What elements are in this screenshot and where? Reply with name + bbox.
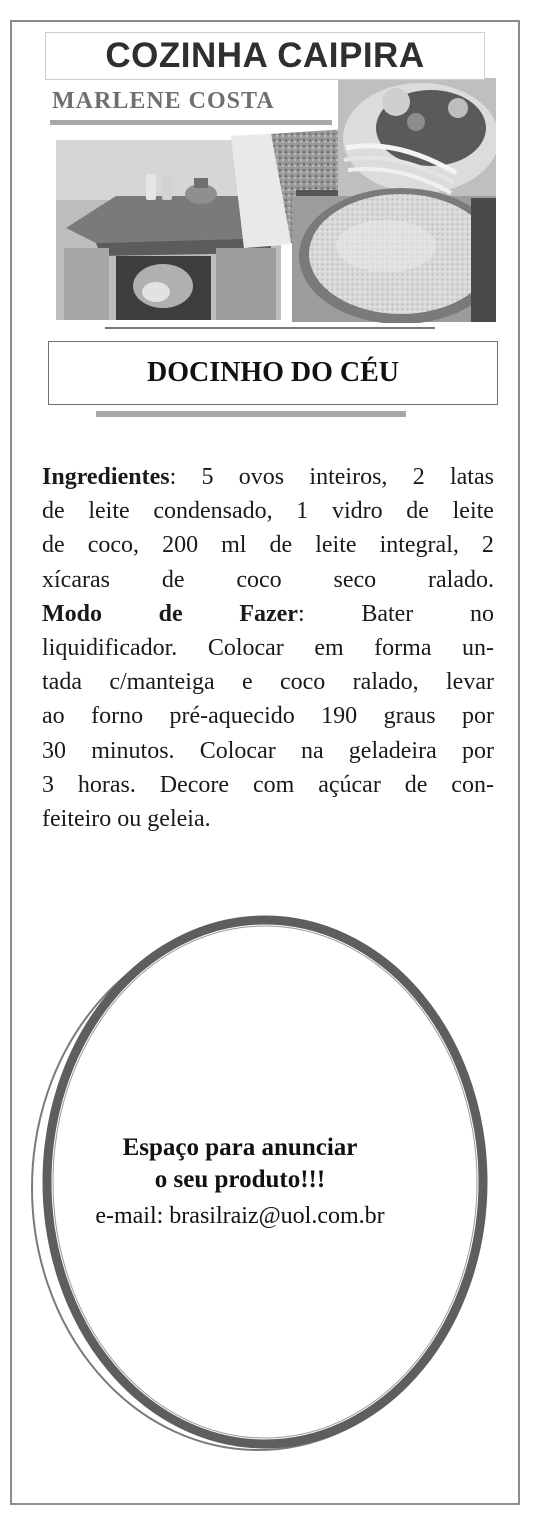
recipe-line: [42, 802, 494, 836]
recipe-word: geladeira: [348, 737, 437, 764]
recipe-line: [42, 460, 494, 494]
recipe-word: coco: [236, 566, 282, 593]
recipe-word: Decore: [159, 771, 230, 798]
recipe-word: graus: [383, 703, 436, 730]
recipe-word: 1: [296, 498, 309, 525]
recipe-word: con-: [451, 771, 494, 798]
recipe-word: geleia.: [147, 805, 211, 832]
recipe-label: Ingredientes: [42, 464, 170, 490]
recipe-word: liquidificador.: [42, 634, 178, 661]
recipe-word: açúcar: [318, 771, 381, 798]
food-plate-photo: [338, 78, 496, 198]
recipe-word: c/manteiga: [109, 669, 215, 696]
recipe-label: Fazer: [239, 600, 298, 627]
brand-title-box: [45, 32, 485, 80]
recipe-word: integral,: [379, 532, 459, 559]
recipe-word: forma: [374, 634, 432, 661]
brand-title: COZINHA CAIPIRA: [105, 36, 425, 75]
recipe-word: 2: [412, 464, 425, 490]
ad-headline-line2: o seu produto!!!: [154, 1166, 326, 1193]
recipe-word: ml: [221, 532, 247, 559]
recipe-word: de: [42, 498, 65, 525]
recipe-word: pré-aquecido: [169, 703, 295, 730]
recipe-word: Ingredientes:: [42, 464, 177, 490]
recipe-word: levar: [446, 669, 494, 696]
recipe-word: ralado,: [352, 669, 419, 696]
recipe-word: de: [406, 498, 429, 525]
recipe-word: 5: [201, 464, 214, 490]
recipe-title-box: [48, 341, 498, 405]
recipe-word: Fazer:: [239, 600, 305, 627]
recipe-word: tada: [42, 669, 82, 696]
recipe-word: 30: [42, 737, 66, 764]
recipe-word: ao: [42, 703, 65, 730]
recipe-word: un-: [462, 634, 494, 661]
recipe-word: de: [404, 771, 428, 798]
recipe-word: Colocar: [207, 634, 284, 661]
recipe-line: [42, 665, 494, 699]
recipe-label: de: [158, 600, 183, 627]
recipe-word: forno: [91, 703, 144, 730]
recipe-title: DOCINHO DO CÉU: [146, 357, 399, 388]
recipe-word: de: [42, 532, 65, 559]
recipe-word: condensado,: [153, 498, 273, 525]
recipe-word: no: [469, 600, 494, 627]
recipe-word: ralado.: [428, 566, 494, 593]
ad-text: [40, 1132, 440, 1232]
recipe-word: na: [300, 737, 324, 764]
recipe-word: horas.: [77, 771, 136, 798]
divider-bottom: [96, 411, 406, 417]
recipe-word: Colocar: [199, 737, 276, 764]
recipe-word: Bater: [361, 600, 414, 627]
recipe-label: Modo: [42, 600, 102, 627]
recipe-word: por: [461, 737, 494, 764]
recipe-word: vidro: [331, 498, 383, 525]
recipe-line: [42, 631, 494, 665]
recipe-word: 190: [321, 703, 358, 730]
recipe-word: 2: [481, 532, 494, 559]
recipe-word: latas: [449, 464, 494, 490]
recipe-word: [159, 597, 183, 631]
recipe-word: seco: [333, 566, 377, 593]
recipe-word: feiteiro: [42, 805, 112, 832]
recipe-line: [42, 699, 494, 733]
ad-email[interactable]: e-mail: brasilraiz@uol.com.br: [95, 1203, 385, 1229]
recipe-word: [42, 597, 102, 631]
recipe-word: ou: [117, 805, 142, 832]
recipe-word: com: [252, 771, 295, 798]
recipe-line: [42, 563, 494, 597]
coconut-bowl-photo: [292, 188, 496, 323]
recipe-word: por: [462, 703, 494, 730]
recipe-word: 3: [42, 771, 54, 798]
recipe-line: [42, 768, 494, 802]
recipe-line: [42, 597, 494, 631]
recipe-word: leite: [88, 498, 130, 525]
recipe-word: coco: [280, 669, 326, 696]
ad-headline-line1: Espaço para anunciar: [122, 1134, 358, 1161]
recipe-word: minutos.: [91, 737, 175, 764]
recipe-word: ovos: [238, 464, 285, 490]
recipe-word: de: [161, 566, 185, 593]
recipe-line: [42, 494, 494, 528]
author-name: MARLENE COSTA: [52, 88, 275, 114]
recipe-word: de: [269, 532, 293, 559]
recipe-line: [42, 734, 494, 768]
recipe-word: coco,: [87, 532, 140, 559]
recipe-word: em: [314, 634, 344, 661]
recipe-word: xícaras: [42, 566, 110, 593]
recipe-text: [42, 460, 494, 836]
recipe-word: leite: [315, 532, 357, 559]
author-underline: [50, 120, 332, 125]
recipe-word: e: [241, 669, 253, 696]
recipe-word: leite: [452, 498, 494, 525]
divider-top: [105, 327, 435, 329]
recipe-line: [42, 528, 494, 562]
recipe-word: 200: [162, 532, 199, 559]
recipe-word: inteiros,: [309, 464, 388, 490]
